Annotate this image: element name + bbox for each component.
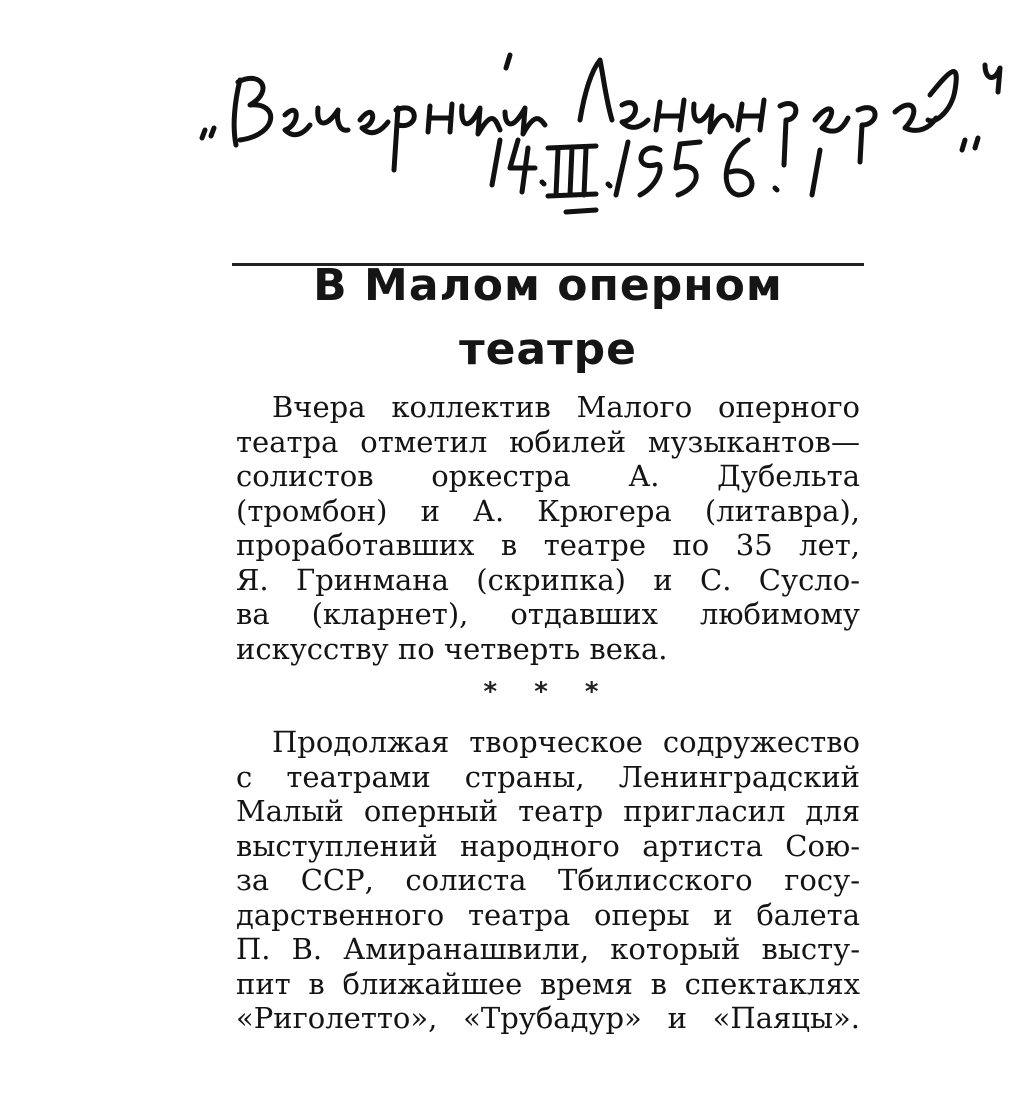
paragraph2-line: «Риголетто», «Трубадур» и «Паяцы».: [236, 1001, 860, 1035]
paragraph2-line: П. В. Амиранашвили, который высту-: [236, 932, 860, 966]
paragraph1-line: проработавших в театре по 35 лет,: [236, 528, 860, 562]
handwritten-source-note: [0, 0, 1033, 230]
paragraph2-line: Малый оперный театр пригласил для: [236, 794, 860, 828]
article-paragraph-1: [236, 390, 860, 666]
paragraph1-line: (тромбон) и А. Крюгера (литавра),: [236, 493, 860, 528]
paragraph1-line: театра отметил юбилей музыкантов—: [236, 424, 860, 459]
paragraph1-line: солистов оркестра А. Дубельта: [236, 459, 860, 493]
article-headline-line1: В Малом оперном: [313, 260, 783, 311]
paragraph1-line: Я. Гринмана (скрипка) и С. Сусло-: [236, 562, 860, 597]
paragraph2-line: выступлений народного артиста Сою-: [236, 828, 860, 863]
paragraph2-line: за ССР, солиста Тбилисского госу-: [236, 863, 860, 897]
section-separator: * * *: [483, 677, 613, 707]
paragraph2-line: дарственного театра оперы и балета: [236, 897, 860, 932]
handwritten-signature-image: [0, 0, 1033, 230]
paragraph2-line: пит в ближайшее время в спектаклях: [236, 966, 860, 1001]
paragraph1-line: Вчера коллектив Малого оперного: [272, 390, 860, 424]
paragraph1-line: искусству по четверть века.: [236, 631, 668, 666]
paragraph1-line: ва (кларнет), отдавших любимому: [236, 597, 860, 631]
paragraph2-line: Продолжая творческое содружество: [272, 725, 860, 759]
article-headline-line2: театре: [459, 324, 637, 375]
paragraph2-line: с театрами страны, Ленинградский: [236, 759, 860, 794]
article-paragraph-2: [236, 725, 860, 1036]
